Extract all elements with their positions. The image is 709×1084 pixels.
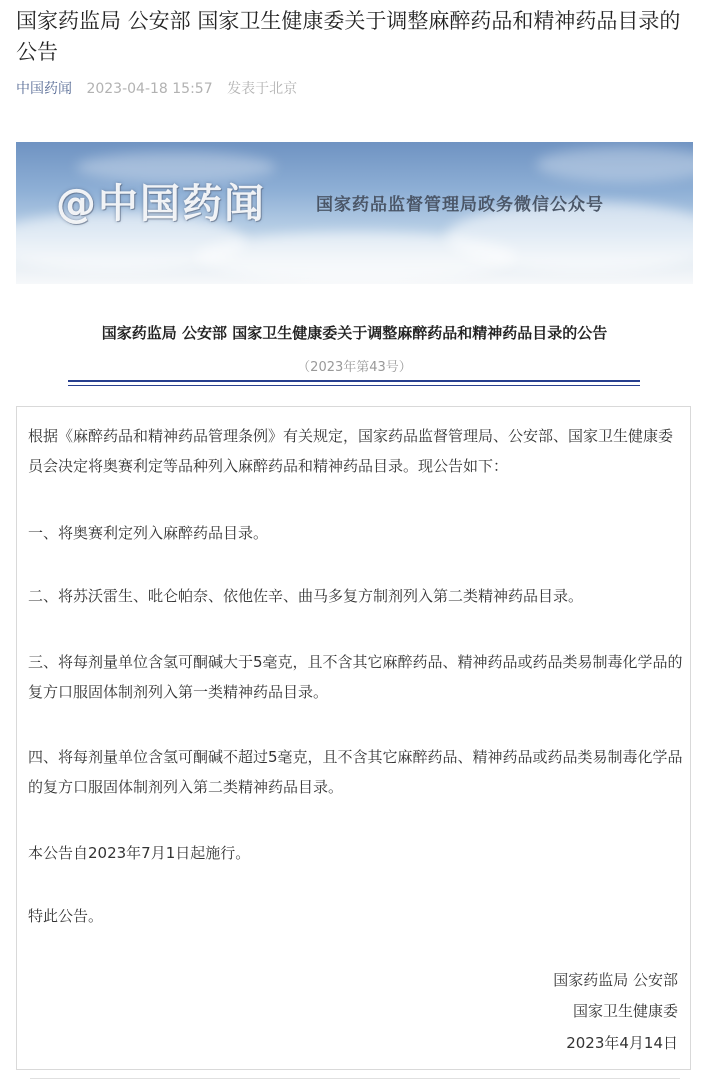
bottom-divider [30, 1078, 680, 1079]
notice-number: （2023年第43号） [297, 360, 412, 375]
banner-logo: @中国药闻 [56, 181, 266, 227]
publish-location: 发表于北京 [227, 81, 298, 97]
paragraph-item-2: 二、将苏沃雷生、吡仑帕奈、依他佐辛、曲马多复方制剂列入第二类精神药品目录。 [28, 587, 584, 605]
signature-line-1: 国家药监局 公安部 [553, 971, 678, 989]
notice-title: 国家药监局 公安部 国家卫生健康委关于调整麻醉药品和精神药品目录的公告 [101, 324, 608, 342]
header-banner-image [16, 142, 693, 284]
paragraph-item-3: 三、将每剂量单位含氢可酮碱大于5毫克，且不含其它麻醉药品、精神药品或药品类易制毒化学品的复方口服固体制剂列入第一类精神药品目录。 [28, 653, 683, 701]
title-divider-thin [68, 385, 640, 386]
paragraph-item-4: 四、将每剂量单位含氢可酮碱不超过5毫克，且不含其它麻醉药品、精神药品或药品类易制毒化学品的复方口服固体制剂列入第二类精神药品目录。 [28, 748, 683, 796]
banner-subtitle: 国家药品监督管理局政务微信公众号 [316, 195, 604, 215]
paragraph-closing: 特此公告。 [28, 907, 104, 925]
article-meta [16, 78, 297, 98]
signature-date: 2023年4月14日 [566, 1034, 678, 1052]
paragraph-intro: 根据《麻醉药品和精神药品管理条例》有关规定，国家药品监督管理局、公安部、国家卫生健康委员会决定将奥赛利定等品种列入麻醉药品和精神药品目录。现公告如下： [28, 427, 674, 475]
notice-body [16, 406, 691, 1070]
paragraph-effective-date: 本公告自2023年7月1日起施行。 [28, 844, 251, 862]
title-divider-thick [68, 380, 640, 382]
publish-time: 2023-04-18 15:57 [86, 81, 213, 97]
article-title: 国家药监局 公安部 国家卫生健康委关于调整麻醉药品和精神药品目录的公告 [16, 9, 681, 64]
account-name-link[interactable]: 中国药闻 [16, 81, 72, 97]
paragraph-item-1: 一、将奥赛利定列入麻醉药品目录。 [28, 524, 269, 542]
signature-line-2: 国家卫生健康委 [572, 1002, 678, 1020]
